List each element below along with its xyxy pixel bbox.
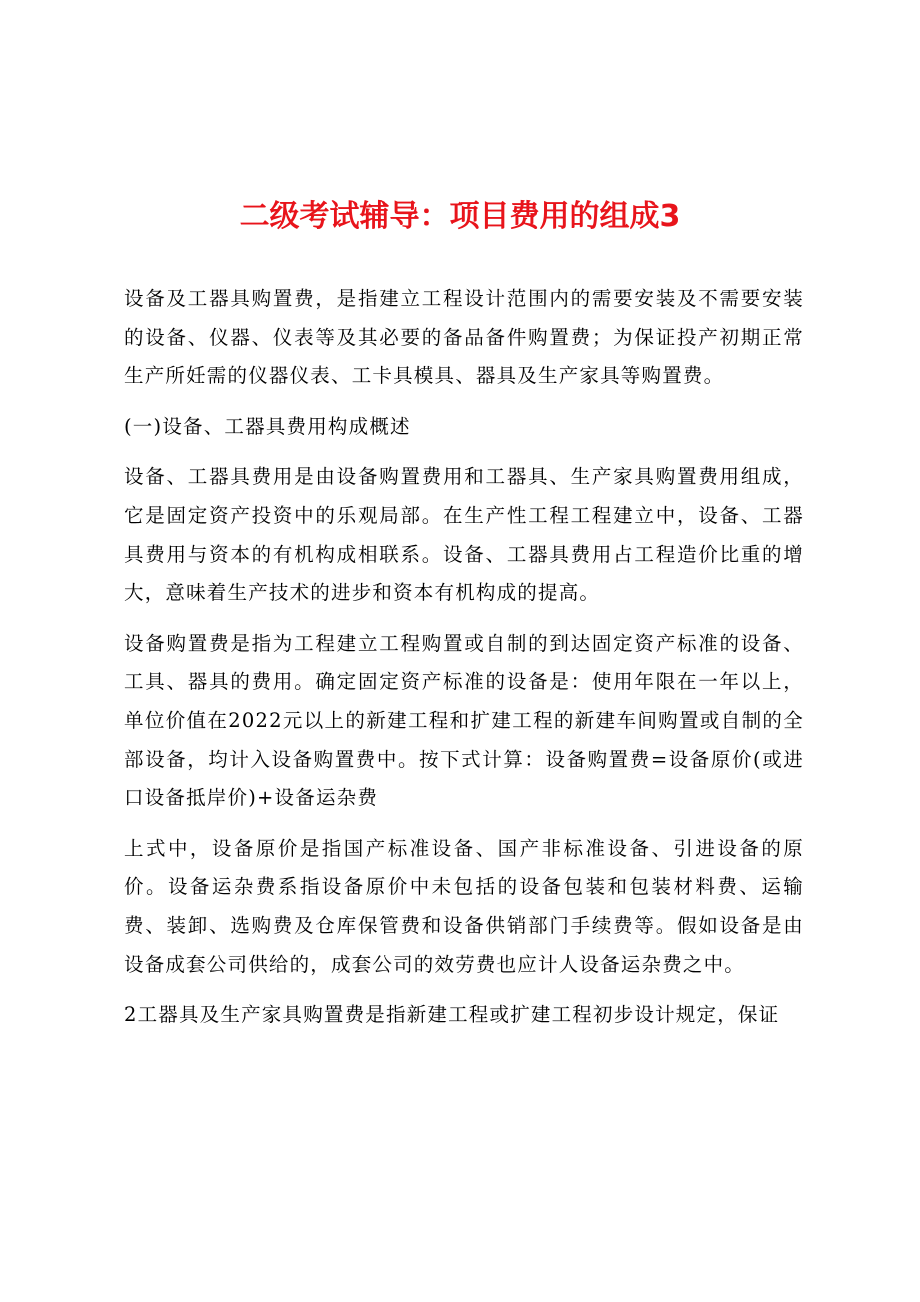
paragraph-tools-furniture: 2工器具及生产家具购置费是指新建工程或扩建工程初步设计规定，保证 [124,1003,780,1027]
paragraph-cost-composition: 设备、工器具费用是由设备购置费用和工器具、生产家具购置费用组成，它是固定资产投资中的乐观局部。在生产性工程工程建立中，设备、工器具费用与资本的有机构成相联系。设备、工器具费用占工程造价比重的增大，意味着生产技术的进步和资本有机构成的提高。 [124,465,804,605]
paragraph-equipment-definition: 设备及工器具购置费，是指建立工程设计范围内的需要安装及不需要安装的设备、仪器、仪表等及其必要的备品备件购置费；为保证投产初期正常生产所妊需的仪器仪表、工卡具模具、器具及生产家具等购置费。 [124,287,804,388]
document-body [124,280,804,1047]
paragraph-original-price: 上式中，设备原价是指国产标准设备、国产非标准设备、引进设备的原价。设备运杂费系指设备原价中未包括的设备包装和包装材料费、运输费、装卸、选购费及仓库保管费和设备供销部门手续费等。假如设备是由设备成套公司供给的，成套公司的效劳费也应计人设备运杂费之中。 [124,836,804,976]
paragraph-purchase-cost: 设备购置费是指为工程建立工程购置或自制的到达固定资产标准的设备、工具、器具的费用。确定固定资产标准的设备是：使用年限在一年以上，单位价值在2022元以上的新建工程和扩建工程的新建车间购置或自制的全部设备，均计入设备购置费中。按下式计算：设备购置费=设备原价(或进口设备抵岸价)+设备运杂费 [124,631,804,810]
section-heading-overview: (一)设备、工器具费用构成概述 [124,414,411,438]
document-title: 二级考试辅导：项目费用的组成3 [239,199,681,234]
